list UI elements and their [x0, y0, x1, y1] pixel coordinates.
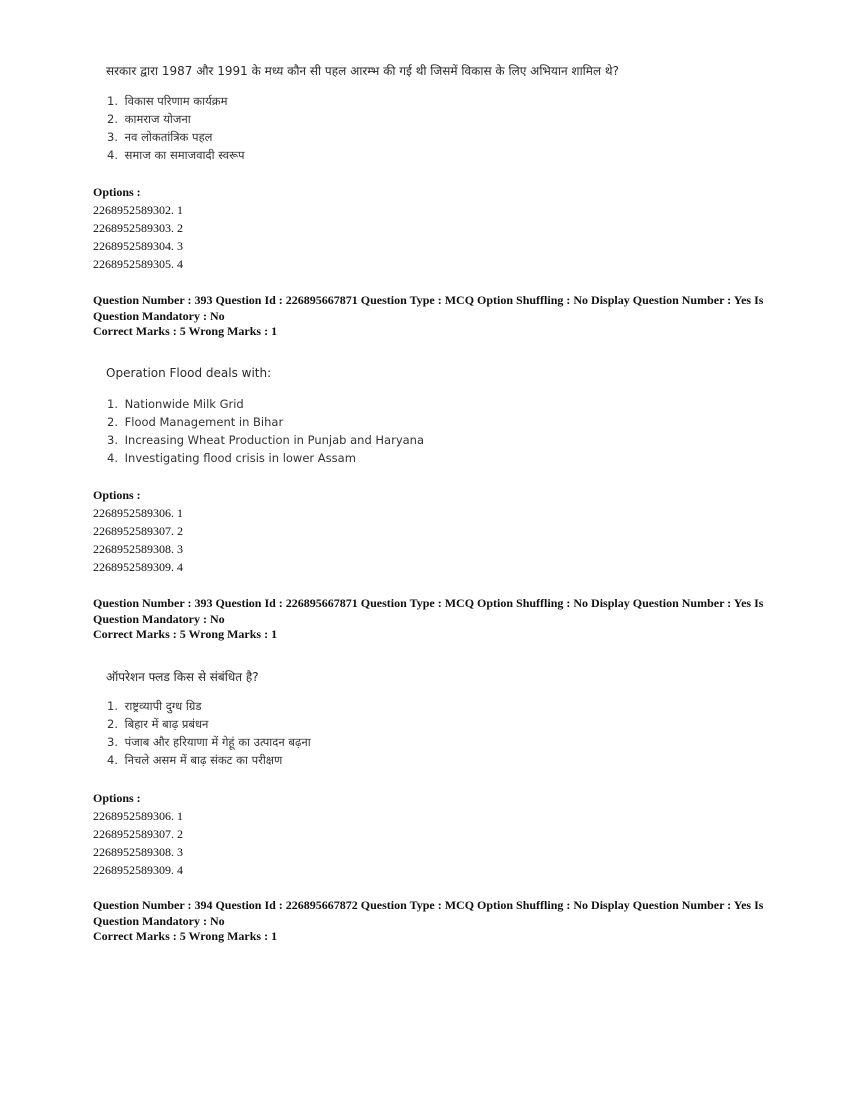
- options-block: [93, 789, 183, 879]
- option-id: 2268952589305. 4: [93, 257, 183, 271]
- choice-item: 2. बिहार में बाढ़ प्रबंधन: [107, 717, 209, 731]
- question-meta: [93, 293, 773, 340]
- choice-item: 2. Flood Management in Bihar: [107, 415, 284, 429]
- option-id: 2268952589308. 3: [93, 845, 183, 859]
- options-label: Options :: [93, 488, 141, 502]
- option-id: 2268952589304. 3: [93, 239, 183, 253]
- option-id: 2268952589306. 1: [93, 506, 183, 520]
- option-id: 2268952589307. 2: [93, 827, 183, 841]
- marks-line: Correct Marks : 5 Wrong Marks : 1: [93, 627, 278, 641]
- choice-item: 1. विकास परिणाम कार्यक्रम: [107, 94, 228, 108]
- choice-item: 2. कामराज योजना: [107, 112, 191, 126]
- choice-item: 1. Nationwide Milk Grid: [107, 397, 244, 411]
- choice-item: 4. Investigating flood crisis in lower Assam: [107, 451, 356, 465]
- question-text: ऑपरेशन फ्लड किस से संबंधित है?: [106, 670, 259, 684]
- meta-line: Question Number : 394 Question Id : 226895667872 Question Type : MCQ Option Shuffling : No Display Question Number : Yes Is Question Mandatory : No: [93, 898, 764, 928]
- question-text: Operation Flood deals with:: [106, 366, 272, 380]
- option-id: 2268952589309. 4: [93, 863, 183, 877]
- meta-line: Question Number : 393 Question Id : 226895667871 Question Type : MCQ Option Shuffling : No Display Question Number : Yes Is Question Mandatory : No: [93, 293, 764, 323]
- choice-item: 3. Increasing Wheat Production in Punjab and Haryana: [107, 433, 425, 447]
- choice-item: 4. समाज का समाजवादी स्वरूप: [107, 148, 245, 162]
- option-id: 2268952589309. 4: [93, 560, 183, 574]
- meta-line: Question Number : 393 Question Id : 226895667871 Question Type : MCQ Option Shuffling : No Display Question Number : Yes Is Question Mandatory : No: [93, 596, 764, 626]
- choice-list: [107, 395, 424, 467]
- question-text: सरकार द्वारा 1987 और 1991 के मध्य कौन सी पहल आरम्भ की गई थी जिसमें विकास के लिए अभियान शामिल थे?: [106, 64, 619, 78]
- options-label: Options :: [93, 185, 141, 199]
- option-id: 2268952589303. 2: [93, 221, 183, 235]
- choice-item: 3. नव लोकतांत्रिक पहल: [107, 130, 213, 144]
- choice-item: 4. निचले असम में बाढ़ संकट का परीक्षण: [107, 753, 283, 767]
- choice-list: [107, 92, 245, 164]
- choice-list: [107, 697, 311, 769]
- options-block: [93, 183, 183, 273]
- choice-item: 1. राष्ट्रव्यापी दुग्ध ग्रिड: [107, 699, 202, 713]
- choice-item: 3. पंजाब और हरियाणा में गेहूं का उत्पादन बढ़ना: [107, 735, 311, 749]
- question-meta: [93, 596, 773, 643]
- marks-line: Correct Marks : 5 Wrong Marks : 1: [93, 929, 278, 943]
- option-id: 2268952589307. 2: [93, 524, 183, 538]
- options-label: Options :: [93, 791, 141, 805]
- options-block: [93, 486, 183, 576]
- option-id: 2268952589306. 1: [93, 809, 183, 823]
- option-id: 2268952589308. 3: [93, 542, 183, 556]
- marks-line: Correct Marks : 5 Wrong Marks : 1: [93, 324, 278, 338]
- option-id: 2268952589302. 1: [93, 203, 183, 217]
- question-meta: [93, 898, 773, 945]
